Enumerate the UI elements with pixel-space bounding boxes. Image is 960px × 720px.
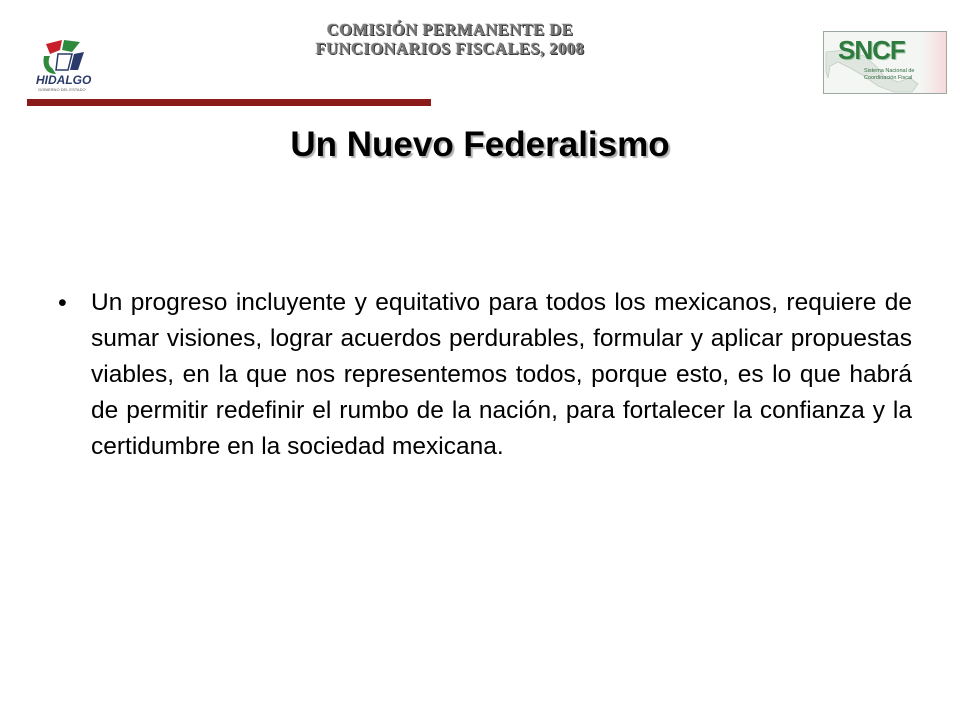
header-title [240, 20, 660, 58]
bullet-marker: • [58, 289, 67, 317]
sncf-logo-subtitle-line-2: Coordinación Fiscal [864, 75, 913, 81]
hidalgo-logo-sublabel: GOBIERNO DEL ESTADO [38, 87, 86, 92]
sncf-logo [823, 31, 947, 94]
sncf-logo-subtitle-line-1: Sistema Nacional de [864, 68, 915, 74]
header-title-line-1: COMISIÓN PERMANENTE DE [326, 20, 574, 39]
sncf-logo-subtitle [864, 68, 944, 82]
bullet-item: Un progreso incluyente y equitativo para todos los mexicanos, requiere de sumar visiones, lograr acuerdos perdurables, formular y aplicar propuestas viables, en la que nos representemos todos, porque esto, es lo que habrá de permitir redefinir el rumbo de la nación, para fortalecer la confianza y la certidumbre en la sociedad mexicana. [91, 289, 912, 460]
header-divider [27, 99, 431, 106]
hidalgo-logo-label: HIDALGO [36, 73, 92, 87]
sncf-logo-name: SNCF [838, 35, 905, 65]
bullet-list [58, 285, 912, 465]
slide-title: Un Nuevo Federalismo [290, 125, 670, 164]
header-title-line-2: FUNCIONARIOS FISCALES, 2008 [315, 39, 585, 58]
